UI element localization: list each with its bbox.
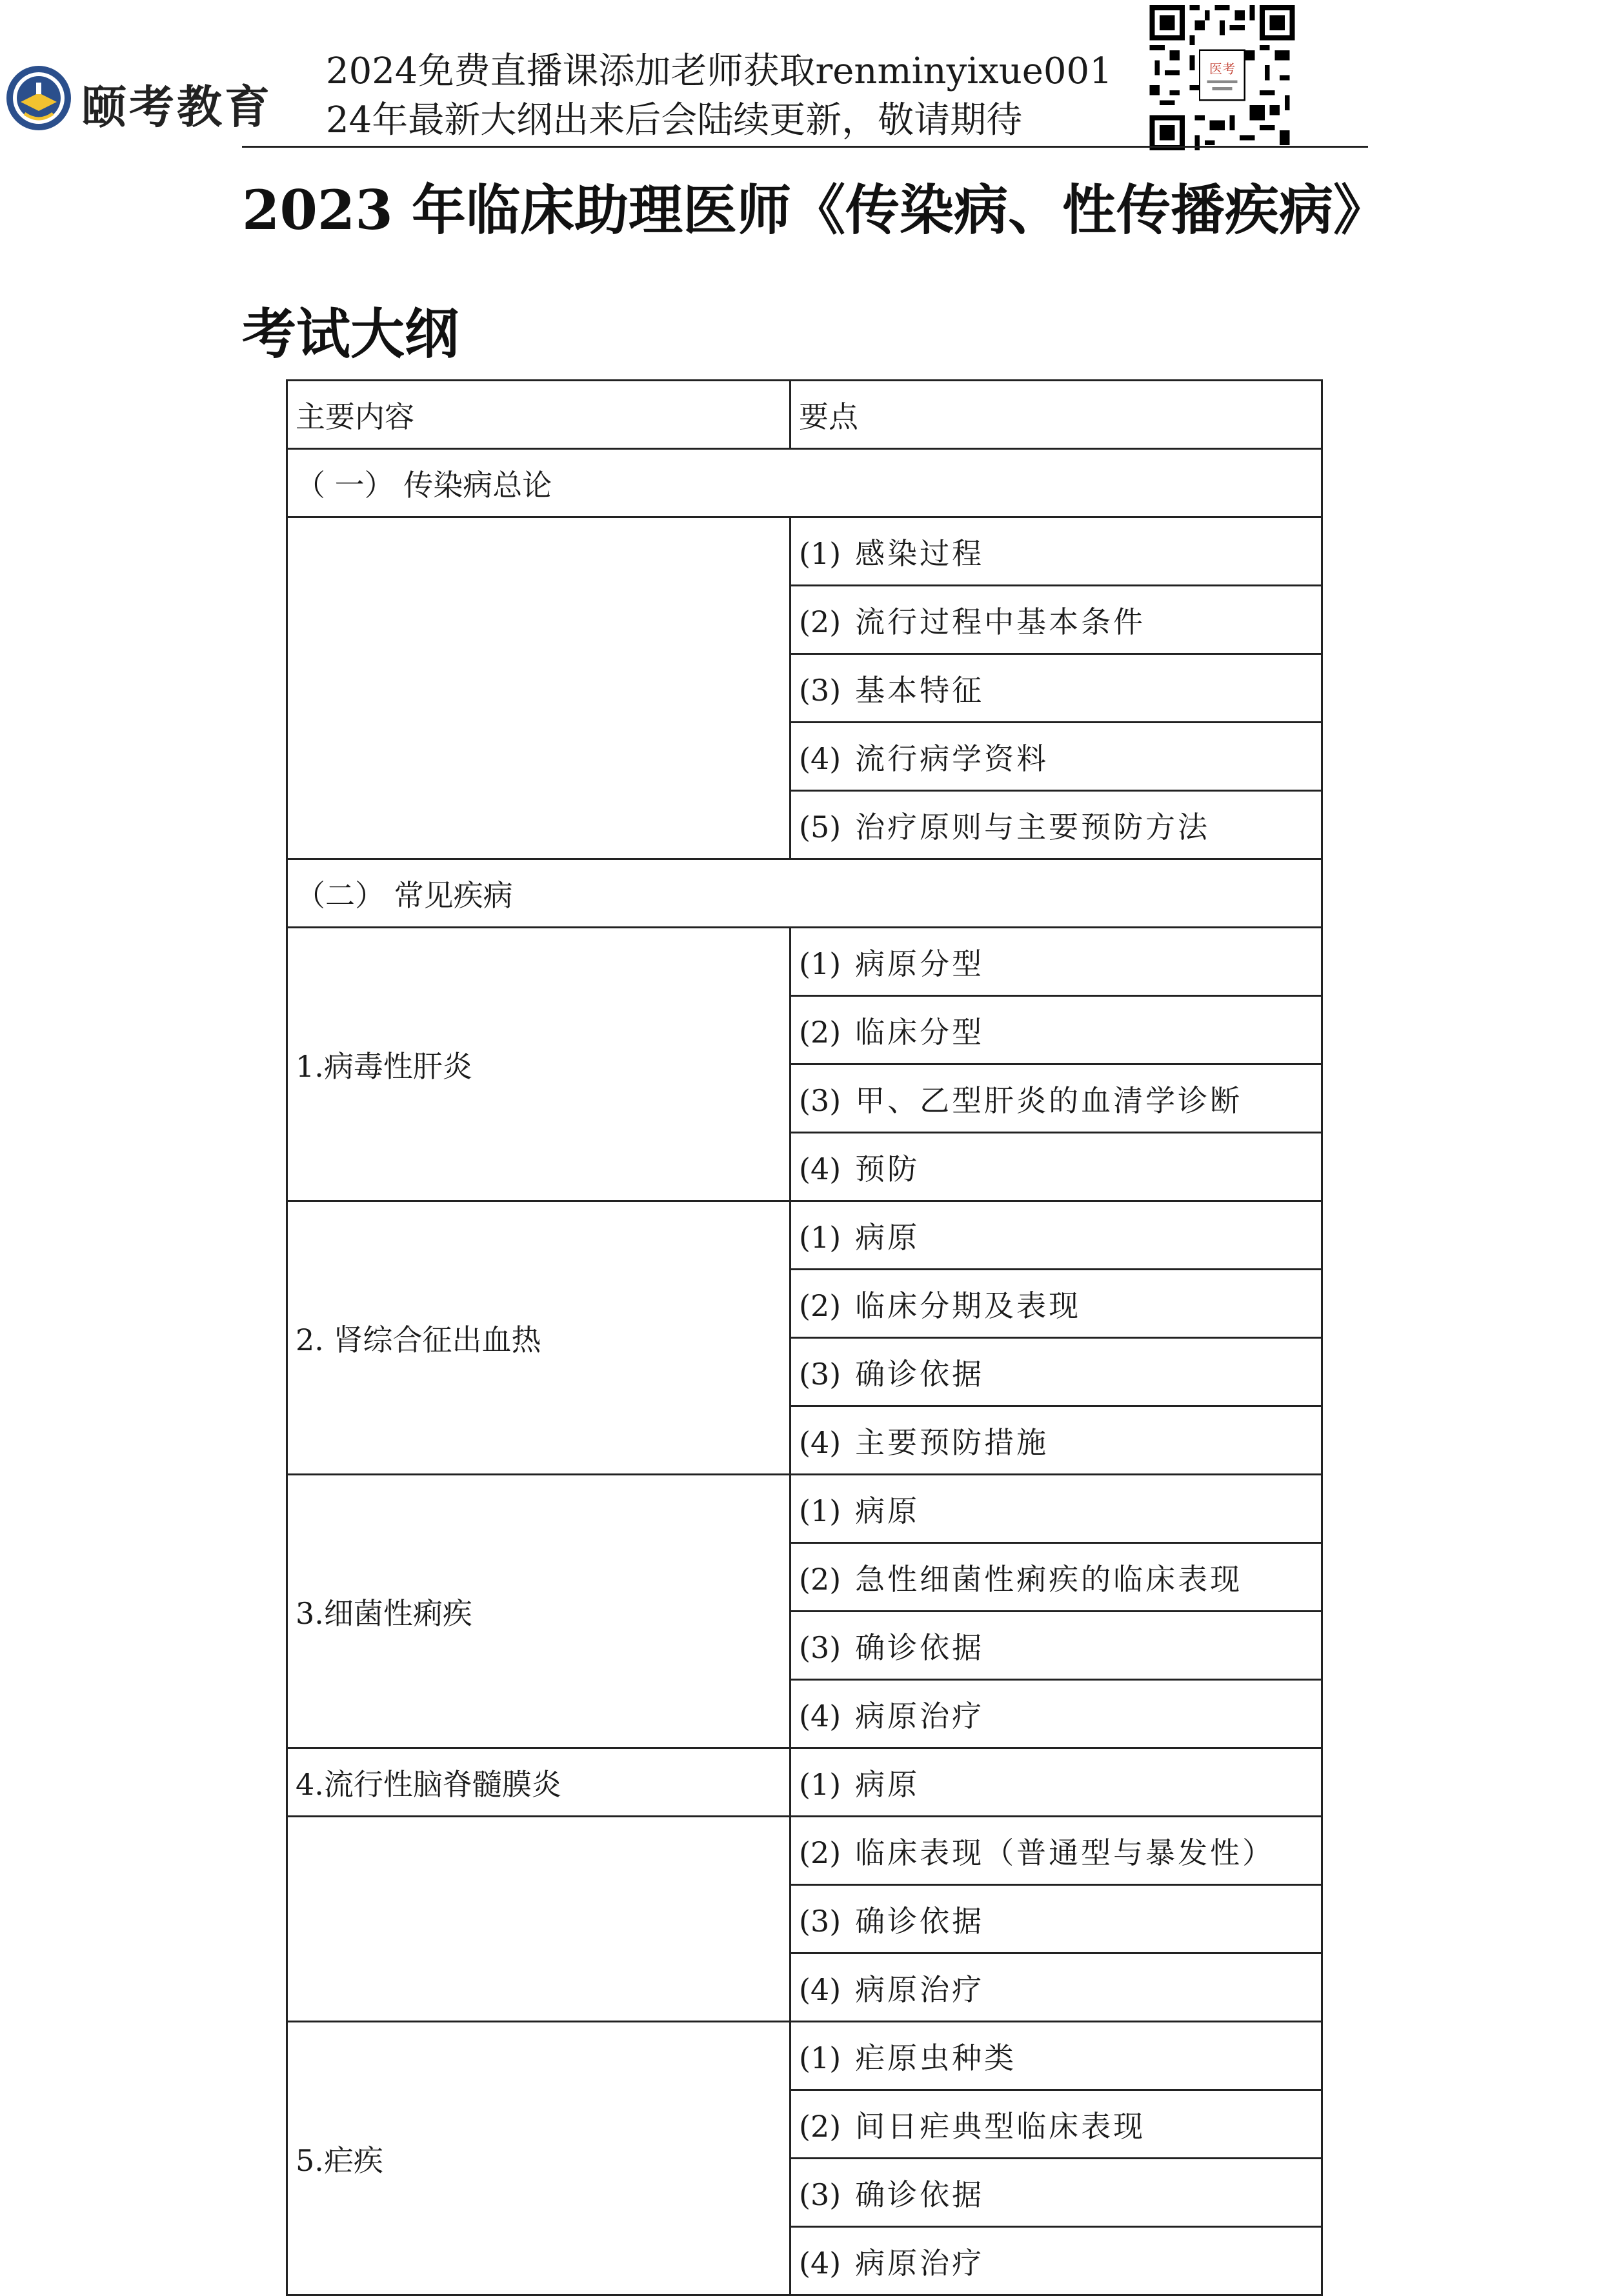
point-text: 病原分型 [855,946,985,981]
syllabus-table-body [287,381,1322,2295]
point-number: (3) [799,672,841,708]
point-cell [790,1885,1322,1953]
point-number: (5) [799,809,841,844]
point-number: (1) [799,946,841,981]
point-number: (2) [799,2108,841,2144]
point-number: (2) [799,1014,841,1050]
point-cell [790,2227,1322,2295]
page-header [0,0,1601,155]
point-number: (3) [799,1083,841,1118]
point-text: 确诊依据 [855,1630,985,1665]
point-cell [790,654,1322,723]
section-row [287,449,1322,517]
point-cell [790,517,1322,586]
point-number: (1) [799,1766,841,1802]
point-text: 病原治疗 [855,1972,985,2007]
point-number: (4) [799,2245,841,2281]
promo-line-2: 24年最新大纲出来后会陆续更新，敬请期待 [326,99,1023,141]
promo-line-1: 2024免费直播课添加老师获取renminyixue001 [326,50,1113,92]
point-cell [790,2090,1322,2159]
point-cell [790,1270,1322,1338]
point-cell [790,791,1322,859]
point-text: 间日疟典型临床表现 [855,2108,1146,2144]
column-header: 主要内容 [287,381,790,449]
point-number: (1) [799,2040,841,2075]
point-number: (2) [799,1835,841,1870]
point-cell [790,1201,1322,1270]
point-text: 急性细菌性痢疾的临床表现 [855,1561,1243,1597]
page-title: 2023 年临床助理医师《传染病、性传播疾病》考试大纲 [242,178,1361,366]
point-text: 病原 [855,1493,920,1528]
column-header: 要点 [790,381,1322,449]
point-text: 流行病学资料 [855,741,1049,776]
point-cell [790,2159,1322,2227]
point-text: 临床分期及表现 [855,1288,1082,1323]
point-number: (4) [799,741,841,776]
point-cell [790,1064,1322,1133]
point-number: (3) [799,2177,841,2212]
logo-emblem-icon [5,65,72,132]
point-number: (2) [799,1288,841,1323]
point-number: (1) [799,535,841,571]
point-text: 病原 [855,1219,920,1255]
topic-cell: 2. 肾综合征出血热 [287,1201,790,1475]
point-cell [790,1543,1322,1612]
point-cell [790,2022,1322,2090]
point-cell [790,1133,1322,1201]
point-number: (3) [799,1903,841,1939]
syllabus-table [286,379,1323,2296]
table-row [287,1201,1322,1270]
topic-cell [287,1817,790,2022]
point-text: 基本特征 [855,672,985,708]
point-number: (4) [799,1698,841,1733]
point-number: (4) [799,1424,841,1460]
qr-code-icon [1147,5,1297,150]
table-row [287,2022,1322,2090]
point-text: 甲、乙型肝炎的血清学诊断 [855,1083,1243,1118]
point-text: 确诊依据 [855,1356,985,1392]
table-row [287,1475,1322,1543]
point-cell [790,1612,1322,1680]
table-row [287,1817,1322,1885]
point-cell [790,723,1322,791]
point-number: (2) [799,604,841,639]
point-text: 病原治疗 [855,2245,985,2281]
point-text: 确诊依据 [855,2177,985,2212]
table-row [287,517,1322,586]
point-cell [790,1953,1322,2022]
point-cell [790,928,1322,996]
topic-cell: 5.疟疾 [287,2022,790,2295]
topic-cell: 3.细菌性痢疾 [287,1475,790,1748]
point-number: (3) [799,1356,841,1392]
point-text: 临床分型 [855,1014,985,1050]
topic-cell: 4.流行性脑脊髓膜炎 [287,1748,790,1817]
point-cell [790,1406,1322,1475]
point-text: 疟原虫种类 [855,2040,1017,2075]
topic-cell: 1.病毒性肝炎 [287,928,790,1201]
point-cell [790,1338,1322,1406]
point-number: (3) [799,1630,841,1665]
point-cell [790,996,1322,1064]
logo [5,65,289,135]
section-row [287,859,1322,928]
table-header-row [287,381,1322,449]
point-cell [790,586,1322,654]
point-text: 感染过程 [855,535,985,571]
point-number: (4) [799,1151,841,1186]
logo-text: 颐考教育 [81,81,272,134]
topic-cell [287,517,790,859]
section-title: （ 一） 传染病总论 [287,449,1322,517]
table-row [287,1748,1322,1817]
table-row [287,928,1322,996]
point-text: 确诊依据 [855,1903,985,1939]
point-text: 临床表现（普通型与暴发性） [855,1835,1275,1870]
point-cell [790,1475,1322,1543]
section-title: （二） 常见疾病 [287,859,1322,928]
point-number: (1) [799,1493,841,1528]
point-cell [790,1680,1322,1748]
qr-label: 医考 [1209,61,1236,77]
point-number: (4) [799,1972,841,2007]
point-number: (2) [799,1561,841,1597]
point-text: 预防 [855,1151,920,1186]
point-text: 主要预防措施 [855,1424,1049,1460]
point-text: 病原治疗 [855,1698,985,1733]
header-divider [242,146,1368,148]
point-number: (1) [799,1219,841,1255]
point-cell [790,1817,1322,1885]
point-text: 病原 [855,1766,920,1802]
point-text: 治疗原则与主要预防方法 [855,809,1211,844]
point-cell [790,1748,1322,1817]
point-text: 流行过程中基本条件 [855,604,1146,639]
